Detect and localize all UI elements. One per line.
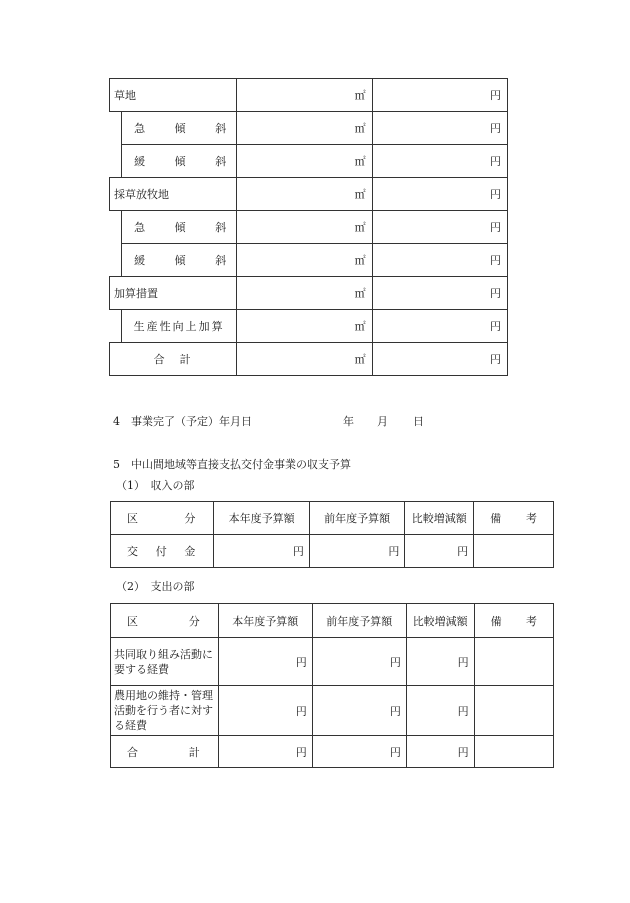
unit-label: ㎡	[354, 122, 366, 135]
cell-diff: 円	[406, 638, 474, 686]
unit-label: ㎡	[354, 254, 366, 267]
unit-label: 円	[490, 155, 501, 168]
table-row	[110, 277, 508, 310]
table-row	[111, 535, 554, 568]
header-last-year: 前年度予算額	[309, 502, 404, 535]
header-row	[111, 604, 554, 638]
section5-label: 5 中山間地域等直接支払交付金事業の収支予算	[113, 458, 351, 471]
label-char: 斜	[215, 254, 227, 267]
unit-label: ㎡	[354, 320, 366, 333]
cell-last-year: 円	[312, 638, 406, 686]
area-cell	[237, 178, 372, 211]
label-char: 斜	[215, 155, 227, 168]
header-biko	[474, 502, 554, 535]
label-char: 緩	[134, 254, 146, 267]
area-cell	[237, 244, 372, 277]
label-char: 傾	[174, 122, 186, 135]
header-kubun	[111, 502, 214, 535]
subcategory-cell	[122, 244, 237, 277]
table-row	[110, 145, 508, 178]
cell-biko	[474, 535, 554, 568]
amount-cell	[372, 112, 507, 145]
cell-biko	[474, 686, 553, 736]
label-char: 急	[134, 122, 146, 135]
unit-label: 円	[490, 188, 501, 201]
header-diff: 比較増減額	[406, 604, 474, 638]
cell-biko	[474, 736, 553, 768]
indent-cell	[110, 310, 122, 343]
area-table	[109, 78, 508, 376]
label-char: 傾	[174, 155, 186, 168]
table-row	[110, 79, 508, 112]
table-row	[110, 178, 508, 211]
label-char: 斜	[215, 122, 227, 135]
unit-label: ㎡	[354, 155, 366, 168]
label-char: 交	[127, 545, 138, 558]
header-row	[111, 502, 554, 535]
area-cell	[237, 277, 372, 310]
indent-cell	[110, 112, 122, 145]
label-char: 金	[184, 545, 196, 558]
total-cell	[110, 343, 237, 376]
table-row	[110, 211, 508, 244]
label-char: 傾	[174, 221, 186, 234]
cell-last-year: 円	[312, 736, 406, 768]
unit-label: 円	[490, 254, 501, 267]
category-label: 草地	[114, 89, 136, 102]
table-row	[111, 638, 554, 686]
indent-cell	[110, 145, 122, 178]
subcategory-cell	[122, 310, 237, 343]
amount-cell	[372, 244, 507, 277]
amount-cell	[372, 310, 507, 343]
expense-table	[110, 603, 554, 768]
amount-cell	[372, 343, 507, 376]
cell-diff: 円	[405, 535, 474, 568]
header-this-year: 本年度予算額	[214, 502, 309, 535]
category-label: 採草放牧地	[114, 188, 169, 201]
area-cell	[237, 112, 372, 145]
category-cell	[110, 277, 237, 310]
cell-diff: 円	[406, 736, 474, 768]
header-biko	[474, 604, 553, 638]
unit-label: 円	[490, 320, 501, 333]
header-kubun	[111, 604, 219, 638]
header-diff: 比較増減額	[405, 502, 474, 535]
area-cell	[237, 79, 372, 112]
cell-diff: 円	[406, 686, 474, 736]
header-char: 区	[127, 512, 138, 525]
header-char: 考	[526, 512, 537, 525]
header-char: 分	[188, 614, 200, 628]
label-char: 斜	[215, 221, 227, 234]
unit-label: ㎡	[354, 188, 366, 201]
expense-heading: （2） 支出の部	[116, 580, 195, 593]
header-last-year: 前年度予算額	[312, 604, 406, 638]
header-char: 分	[184, 512, 196, 525]
category-cell	[110, 79, 237, 112]
table-row	[110, 244, 508, 277]
subcategory-cell	[122, 145, 237, 178]
label-char: 緩	[134, 155, 146, 168]
table-row	[110, 112, 508, 145]
cell-this-year: 円	[218, 736, 312, 768]
area-cell	[237, 211, 372, 244]
indent-cell	[110, 211, 122, 244]
header-char: 区	[127, 614, 138, 628]
cell-this-year: 円	[214, 535, 309, 568]
row-label: 共同取り組み活動に要する経費	[111, 638, 219, 686]
income-heading: （1） 収入の部	[116, 479, 195, 492]
table-row	[111, 736, 554, 768]
cell-this-year: 円	[218, 686, 312, 736]
table-row	[110, 343, 508, 376]
header-char: 備	[490, 512, 502, 525]
label-char: 合	[127, 745, 138, 759]
indent-cell	[110, 244, 122, 277]
area-cell	[237, 310, 372, 343]
table-row	[110, 310, 508, 343]
unit-label: ㎡	[354, 353, 366, 366]
row-label: 農用地の維持・管理活動を行う者に対する経費	[111, 686, 219, 736]
label-char: 付	[155, 545, 167, 558]
section4-label: 4 事業完了（予定）年月日	[113, 415, 252, 428]
amount-cell	[372, 211, 507, 244]
cell-biko	[474, 638, 553, 686]
area-cell	[237, 343, 372, 376]
label-char: 傾	[174, 254, 186, 267]
amount-cell	[372, 145, 507, 178]
unit-label: ㎡	[354, 221, 366, 234]
unit-label: 円	[490, 287, 501, 300]
day-label: 日	[413, 415, 424, 428]
income-table	[110, 501, 554, 568]
subcategory-cell	[122, 112, 237, 145]
amount-cell	[372, 79, 507, 112]
table-row	[111, 686, 554, 736]
total-label: 合 計	[153, 353, 193, 366]
label-char: 計	[188, 745, 200, 759]
row-label	[111, 736, 219, 768]
subcategory-label: 生産性向上加算	[133, 320, 225, 333]
header-this-year: 本年度予算額	[218, 604, 312, 638]
category-cell	[110, 178, 237, 211]
amount-cell	[372, 178, 507, 211]
header-char: 考	[526, 614, 537, 628]
unit-label: 円	[490, 221, 501, 234]
unit-label: ㎡	[354, 287, 366, 300]
cell-this-year: 円	[218, 638, 312, 686]
area-cell	[237, 145, 372, 178]
header-char: 備	[490, 614, 502, 628]
row-label	[111, 535, 214, 568]
amount-cell	[372, 277, 507, 310]
unit-label: 円	[490, 353, 501, 366]
label-char: 急	[134, 221, 146, 234]
subcategory-cell	[122, 211, 237, 244]
unit-label: 円	[490, 122, 501, 135]
cell-last-year: 円	[309, 535, 404, 568]
unit-label: ㎡	[354, 89, 366, 102]
year-label: 年	[343, 415, 354, 428]
unit-label: 円	[490, 89, 501, 102]
month-label: 月	[377, 415, 388, 428]
category-label: 加算措置	[114, 287, 158, 300]
cell-last-year: 円	[312, 686, 406, 736]
